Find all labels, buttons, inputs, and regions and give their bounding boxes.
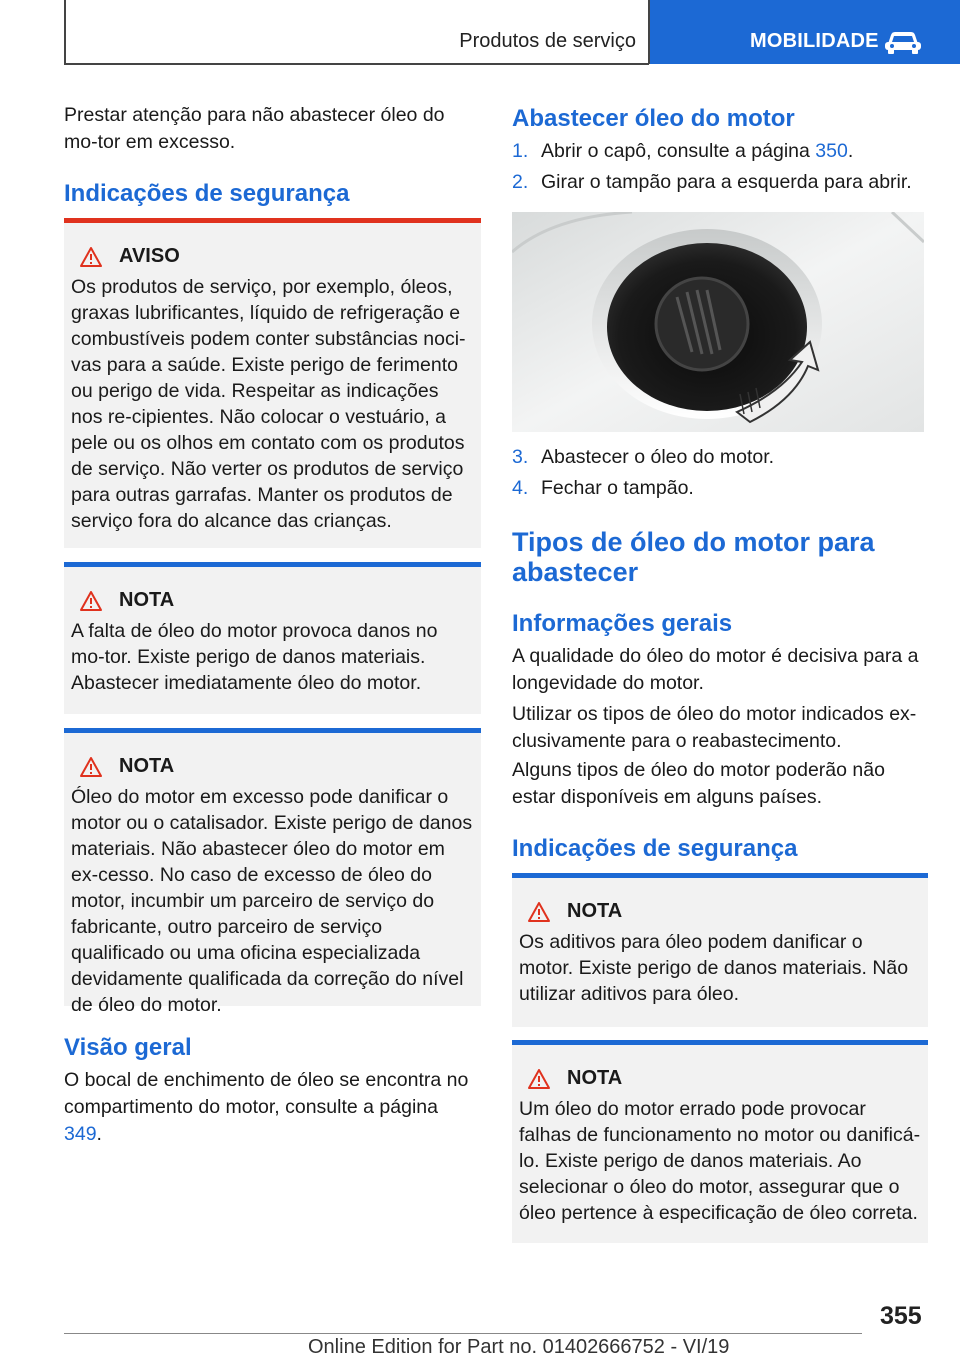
warning-triangle-icon xyxy=(79,246,103,268)
oil-cap-illustration xyxy=(512,212,924,432)
page-link-349[interactable]: 349 xyxy=(64,1123,97,1145)
header-bottom-rule xyxy=(64,63,649,65)
step-text-end: . xyxy=(847,140,854,162)
step-item xyxy=(512,169,928,196)
overview-text: O bocal de enchimento de óleo se encontra no compartimento do motor, consulte a página xyxy=(64,1069,469,1118)
note-box-title xyxy=(71,755,474,778)
nota-label: NOTA xyxy=(567,1067,623,1089)
step-text: Abastecer o óleo do motor. xyxy=(541,446,775,468)
general-info-p2: Utilizar os tipos de óleo do motor indicados ex-clusivamente para o reabastecimento. xyxy=(512,703,917,752)
steps-list-a xyxy=(512,138,928,196)
header-section-title: Produtos de serviço xyxy=(459,30,636,52)
note-box-2 xyxy=(64,728,481,1016)
warning-box-title xyxy=(71,245,474,268)
note-box-title xyxy=(519,1067,921,1090)
note-box-1 xyxy=(64,562,481,714)
general-info-heading: Informações gerais xyxy=(512,610,733,637)
step-text xyxy=(541,138,853,165)
overview-heading: Visão geral xyxy=(64,1034,192,1061)
nota-text: Óleo do motor em excesso pode danificar o motor ou o catalisador. Existe perigo de danos materiais. Não abastecer óleo do motor em ex-cesso. No caso de excesso de óleo do motor, incumbir um parceiro de serviço do fabricante, outro parceiro de serviço qualificado ou uma oficina especializada devidamente qualificada da correção do nível de óleo do motor. xyxy=(71,786,473,1016)
safety-heading-left: Indicações de segurança xyxy=(64,180,350,207)
nota-label: NOTA xyxy=(119,755,175,777)
page-header xyxy=(0,0,960,66)
overview-paragraph xyxy=(64,1067,481,1148)
nota-text: A falta de óleo do motor provoca danos no mo-tor. Existe perigo de danos materiais. Abastecer imediatamente óleo do motor. xyxy=(71,620,438,694)
overview-end: . xyxy=(96,1123,102,1145)
page-link-350[interactable]: 350 xyxy=(815,140,848,162)
safety-heading-right: Indicações de segurança xyxy=(512,835,798,862)
warning-triangle-icon xyxy=(527,901,551,923)
steps-list-b xyxy=(512,444,928,502)
warning-triangle-icon xyxy=(527,1068,551,1090)
oil-types-heading: Tipos de óleo do motor para abastecer xyxy=(512,527,875,587)
aviso-text: Os produtos de serviço, por exemplo, óleos, graxas lubrificantes, líquido de refrigeração e combustíveis podem conter substâncias noci-vas para a saúde. Existe perigo de ferimento ou perigo de vida. Respeitar as indicações nos re-cipientes. Não colocar o vestuário, a pele ou os olhos em contato com os produtos de serviço. Não verter os produtos de serviço para outras garrafas. Manter os produtos de serviço fora do alcance das crianças. xyxy=(71,276,466,532)
nota-text: Os aditivos para óleo podem danificar o motor. Existe perigo de danos materiais. Não utilizar aditivos para óleo. xyxy=(519,931,909,1005)
fill-oil-heading: Abastecer óleo do motor xyxy=(512,105,795,132)
header-left-rule xyxy=(64,0,66,64)
page-number: 355 xyxy=(880,1302,922,1330)
warning-triangle-icon xyxy=(79,756,103,778)
warning-triangle-icon xyxy=(79,590,103,612)
note-box-title xyxy=(519,900,921,923)
intro-paragraph: Prestar atenção para não abastecer óleo do mo-tor em excesso. xyxy=(64,104,445,153)
step-item xyxy=(512,444,928,471)
step-number: 2. xyxy=(512,171,529,193)
nota-label: NOTA xyxy=(119,589,175,611)
oil-filler-cap-image xyxy=(512,212,924,432)
step-text: Girar o tampão para a esquerda para abrir. xyxy=(541,171,912,193)
step-number: 1. xyxy=(512,140,529,162)
note-box-4 xyxy=(512,1040,928,1243)
step-item xyxy=(512,475,928,502)
footer-rule xyxy=(64,1333,862,1334)
note-box-3 xyxy=(512,873,928,1027)
step-item xyxy=(512,138,928,165)
step-text-main: Abrir o capô, consulte a página xyxy=(541,140,816,162)
general-info-p3: Alguns tipos de óleo do motor poderão não estar disponíveis em alguns países. xyxy=(512,759,885,808)
aviso-label: AVISO xyxy=(119,245,180,267)
warning-box-aviso xyxy=(64,218,481,548)
chapter-tab-label: MOBILIDADE xyxy=(750,29,879,52)
nota-label: NOTA xyxy=(567,900,623,922)
note-box-title xyxy=(71,589,474,612)
header-chapter-tab[interactable] xyxy=(650,0,960,64)
step-number: 4. xyxy=(512,477,529,499)
general-info-p1: A qualidade do óleo do motor é decisiva para a longevidade do motor. xyxy=(512,645,919,694)
nota-text: Um óleo do motor errado pode provocar falhas de funcionamento no motor ou danificá-lo. Existe perigo de danos materiais. Ao selecionar o óleo do motor, assegurar que o óleo pertence à especificação de óleo correta. xyxy=(519,1098,921,1224)
step-text: Fechar o tampão. xyxy=(541,477,694,499)
car-icon xyxy=(883,28,923,54)
step-number: 3. xyxy=(512,446,529,468)
footer-edition: Online Edition for Part no. 01402666752 - VI/19 xyxy=(308,1336,730,1358)
